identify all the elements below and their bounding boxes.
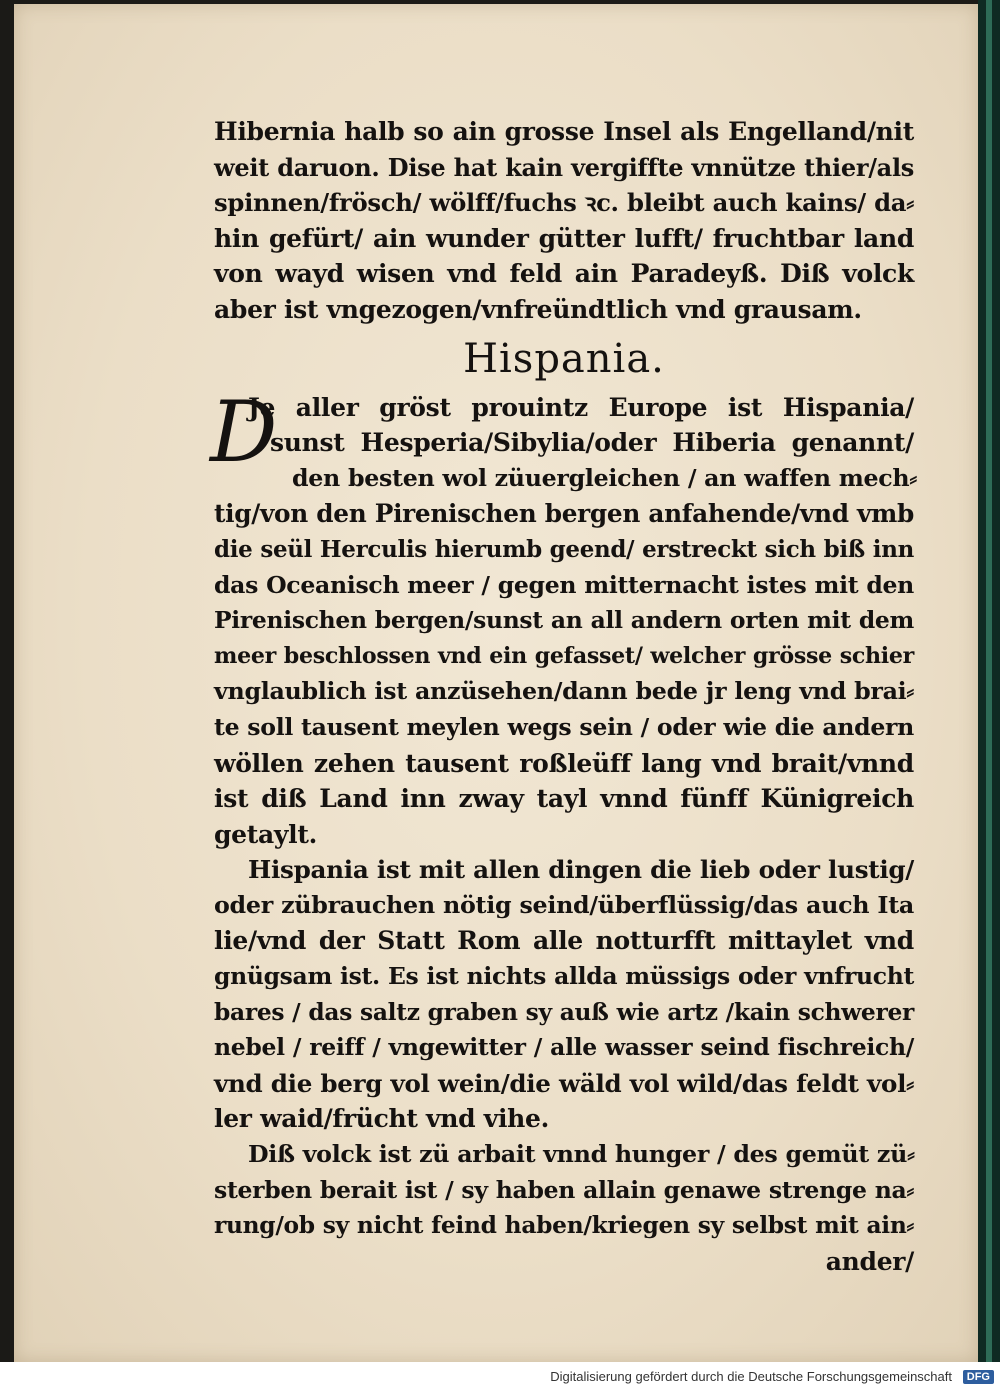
text-line: wöllen zehen tausent roßleüff lang vnd brait/vnnd [214, 748, 914, 778]
text-line: ist diß Land inn zway tayl vnnd fünff Künigreich [214, 784, 914, 814]
text-line: aber ist vngezogen/vnfreündtlich vnd grausam. [214, 294, 862, 324]
text-line: ler waid/frücht vnd vihe. [214, 1104, 550, 1134]
text-line: hin gefürt/ ain wunder gütter lufft/ fruchtbar land [214, 223, 914, 253]
text-line: Je aller gröst prouintz Europe ist Hispania/ [248, 392, 914, 422]
book-page [14, 4, 978, 1362]
text-line: oder zübrauchen nötig seind/überflüssig/das auch Ita [214, 890, 914, 919]
paragraph-hispania-riches [214, 852, 914, 1137]
text-line: weit daruon. Dise hat kain vergiffte vnnütze thier/als [214, 152, 914, 182]
text-line: Diß volck ist zü arbait vnnd hunger / des gemüt zü⸗ [248, 1140, 915, 1169]
text-line: gnügsam ist. Es ist nichts allda müssigs oder vnfrucht [214, 962, 914, 991]
text-line: lie/vnd der Statt Rom alle notturfft mittaylet vnd [214, 926, 914, 956]
text-line: Hispania ist mit allen dingen die lieb oder lustig/ [248, 855, 914, 885]
text-line: Hibernia halb so ain grosse Insel als Engelland/nit [214, 117, 914, 146]
catchword: ander/ [825, 1246, 914, 1276]
scanner-edge-inner [986, 0, 992, 1362]
text-line: vnglaublich ist anzüsehen/dann bede jr leng vnd brai⸗ [214, 677, 914, 706]
text-line: spinnen/frösch/ wölff/fuchs ꝛc. bleibt auch kains/ da⸗ [214, 188, 914, 218]
text-line: Pirenischen bergen/sunst an all andern orten mit dem [214, 606, 914, 635]
text-line: vnd die berg vol wein/die wäld vol wild/das feldt vol⸗ [214, 1068, 914, 1098]
page-text [210, 114, 917, 1279]
paragraph-hispania-people [214, 1137, 914, 1279]
digitization-footer [0, 1362, 1000, 1392]
text-line: sunst Hesperia/Sibylia/oder Hiberia genannt/ [270, 428, 914, 458]
text-line: te soll tausent meylen wegs sein / oder wie die andern [214, 712, 914, 741]
text-line: das Oceanisch meer / gegen mitternacht istes mit den [214, 570, 914, 599]
section-heading: Hispania. [463, 335, 665, 382]
text-line: bares / das saltz graben sy auß wie artz /kain schwerer [214, 997, 914, 1026]
text-line: tig/von den Pirenischen bergen anfahende/vnd vmb [214, 499, 914, 529]
dfg-logo-icon: DFG [963, 1370, 994, 1384]
text-line: die seül Herculis hierumb geend/ erstreckt sich biß inn [214, 535, 914, 563]
text-line: von wayd wisen vnd feld ain Paradeyß. Diß volck [214, 259, 914, 289]
scanner-edge-strip [978, 0, 1000, 1362]
text-line: getaylt. [214, 819, 318, 849]
text-line: den besten wol züuergleichen / an waffen mech⸗ [292, 463, 917, 492]
text-line: meer beschlossen vnd ein gefasset/ welcher grösse schier [214, 642, 914, 669]
text-line: rung/ob sy nicht feind haben/kriegen sy selbst mit ain⸗ [214, 1211, 914, 1240]
drop-cap-initial: D [210, 382, 278, 481]
funding-notice: Digitalisierung gefördert durch die Deutsche Forschungsgemeinschaft [550, 1369, 952, 1384]
text-line: nebel / reiff / vngewitter / alle wasser seind fischreich/ [214, 1033, 914, 1062]
paragraph-hibernia [214, 114, 914, 328]
paragraph-hispania-intro [210, 382, 917, 853]
text-line: sterben berait ist / sy haben allain genawe strenge na⸗ [214, 1175, 914, 1204]
